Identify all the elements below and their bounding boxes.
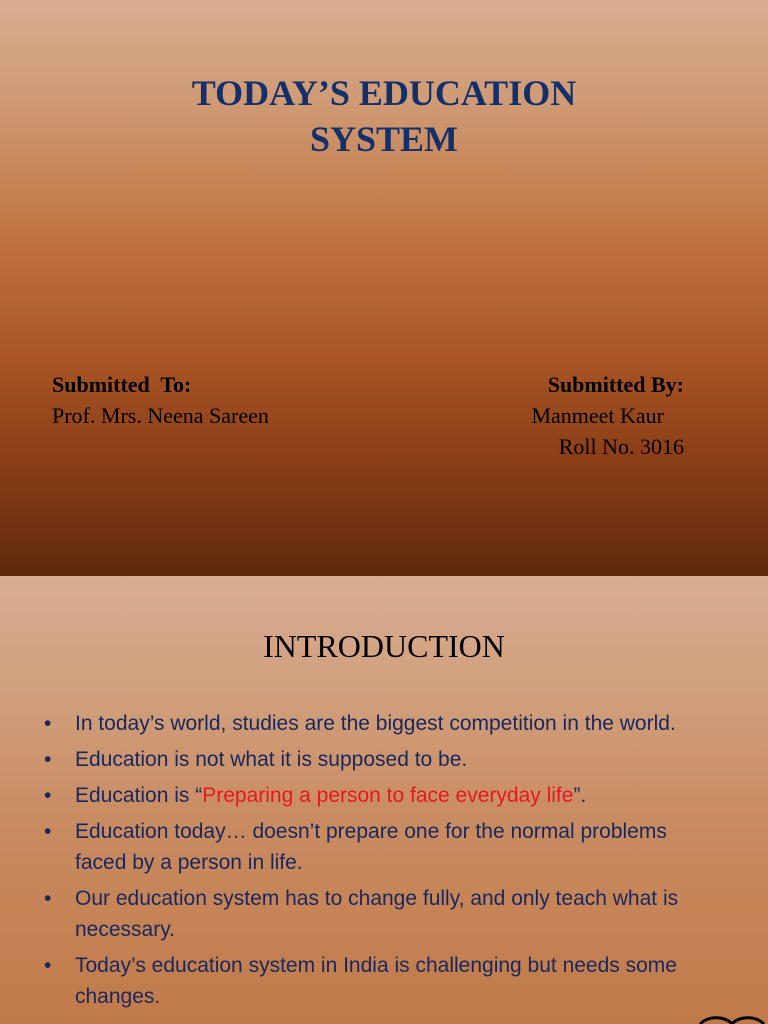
submitted-to-block (52, 370, 269, 431)
list-item-text-before: Education is “ (75, 784, 203, 807)
slide-title-line-1: TODAY’S EDUCATION (191, 73, 577, 113)
list-item (40, 883, 700, 945)
list-item-text: Today’s education system in India is challenging but needs some changes. (75, 954, 677, 1008)
submitted-to-label: Submitted To: (52, 372, 192, 397)
submitted-by-block (531, 370, 684, 462)
list-item (40, 708, 700, 739)
submitted-by-name: Manmeet Kaur (531, 403, 664, 428)
scribd-logo-icon (698, 1014, 766, 1024)
list-item (40, 744, 700, 775)
list-item-text: Our education system has to change fully, and only teach what is necessary. (75, 887, 679, 941)
bullet-dot-icon: • (44, 954, 52, 977)
list-item (40, 950, 700, 1012)
list-item-text-after: ”. (573, 784, 587, 807)
list-item-highlight: Preparing a person to face everyday life (202, 784, 574, 807)
list-item-text: Education is not what it is supposed to be. (75, 748, 468, 771)
bullet-dot-icon: • (44, 712, 52, 735)
bullet-dot-icon: • (44, 748, 52, 771)
list-item-text: In today’s world, studies are the biggest competition in the world. (75, 712, 676, 735)
slide-title (0, 70, 768, 162)
bullet-list (40, 708, 700, 1017)
bullet-dot-icon: • (44, 887, 52, 910)
list-item-text: Education today… doesn’t prepare one for the normal problems faced by a person in life. (75, 820, 667, 874)
introduction-slide (0, 576, 768, 1024)
list-item (40, 780, 700, 811)
submitted-to-name: Prof. Mrs. Neena Sareen (52, 403, 269, 428)
bullet-dot-icon: • (44, 784, 52, 807)
slide-title-line-2: SYSTEM (309, 119, 459, 159)
submitted-by-label: Submitted By: (547, 372, 684, 397)
introduction-heading: INTRODUCTION (263, 628, 505, 664)
list-item (40, 816, 700, 878)
submitted-by-roll: Roll No. 3016 (558, 434, 684, 459)
bullet-dot-icon: • (44, 820, 52, 843)
